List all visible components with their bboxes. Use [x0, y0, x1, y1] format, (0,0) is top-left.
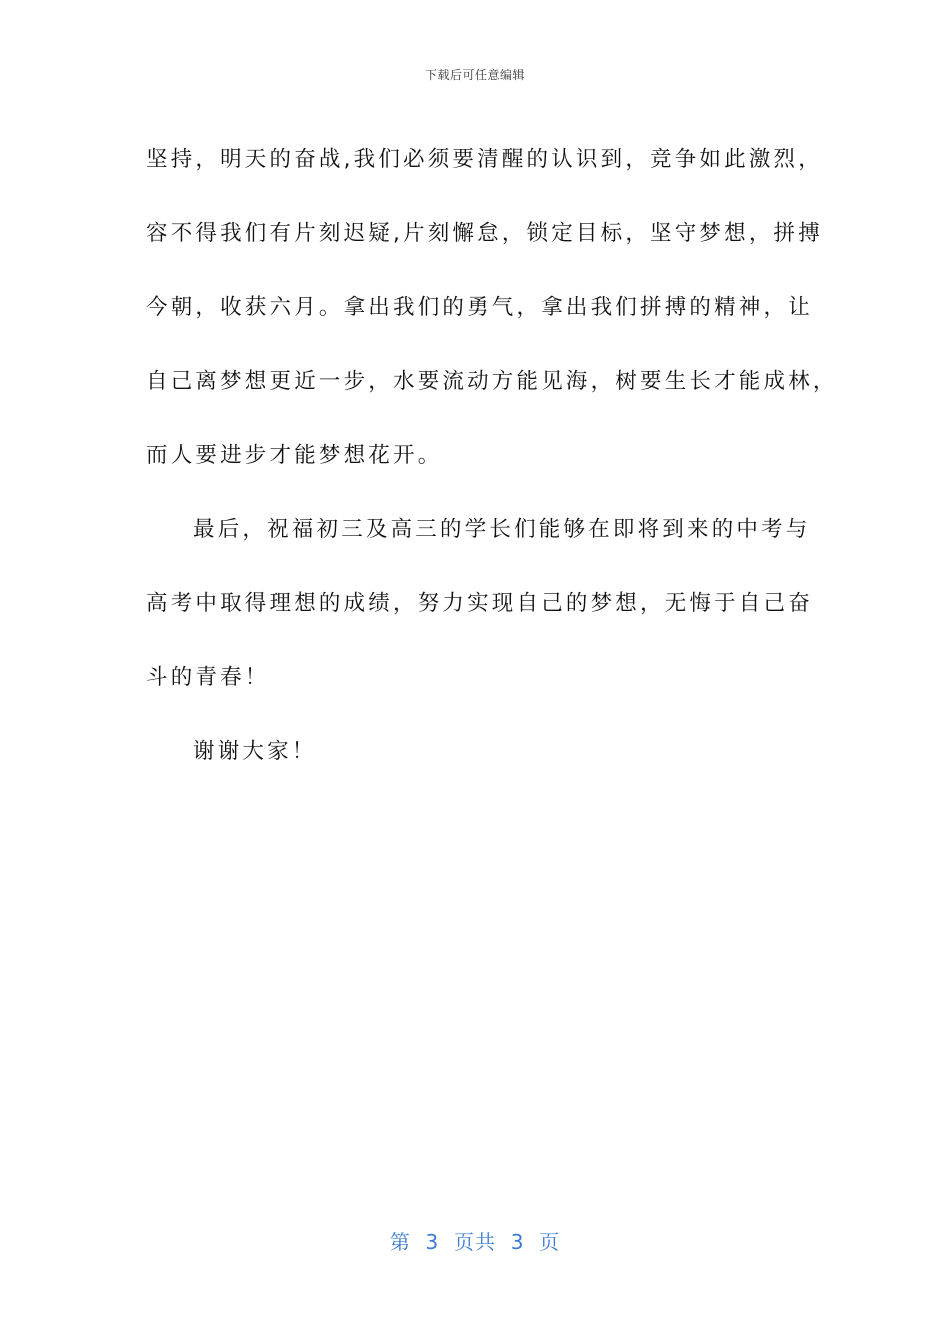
- page-header-note: 下载后可任意编辑: [424, 68, 525, 82]
- body-line: 坚持，明天的奋战,我们必须要清醒的认识到，竞争如此激烈，: [146, 146, 823, 172]
- body-line: 斗的青春！: [146, 664, 270, 690]
- body-line: 自己离梦想更近一步，水要流动方能见海，树要生长才能成林，: [146, 368, 838, 394]
- document-body: [146, 120, 838, 786]
- body-line: 容不得我们有片刻迟疑,片刻懈怠，锁定目标，坚守梦想，拼搏: [146, 220, 823, 246]
- closing-line: 谢谢大家！: [193, 738, 317, 764]
- page-number-footer: 第 3 页共 3 页: [389, 1230, 561, 1254]
- body-line: 高考中取得理想的成绩，努力实现自己的梦想，无悔于自己奋: [146, 590, 813, 616]
- paragraph-start-line: 最后，祝福初三及高三的学长们能够在即将到来的中考与: [193, 516, 811, 542]
- body-line: 今朝，收获六月。拿出我们的勇气，拿出我们拼搏的精神，让: [146, 294, 813, 320]
- body-line: 而人要进步才能梦想花开。: [146, 442, 443, 468]
